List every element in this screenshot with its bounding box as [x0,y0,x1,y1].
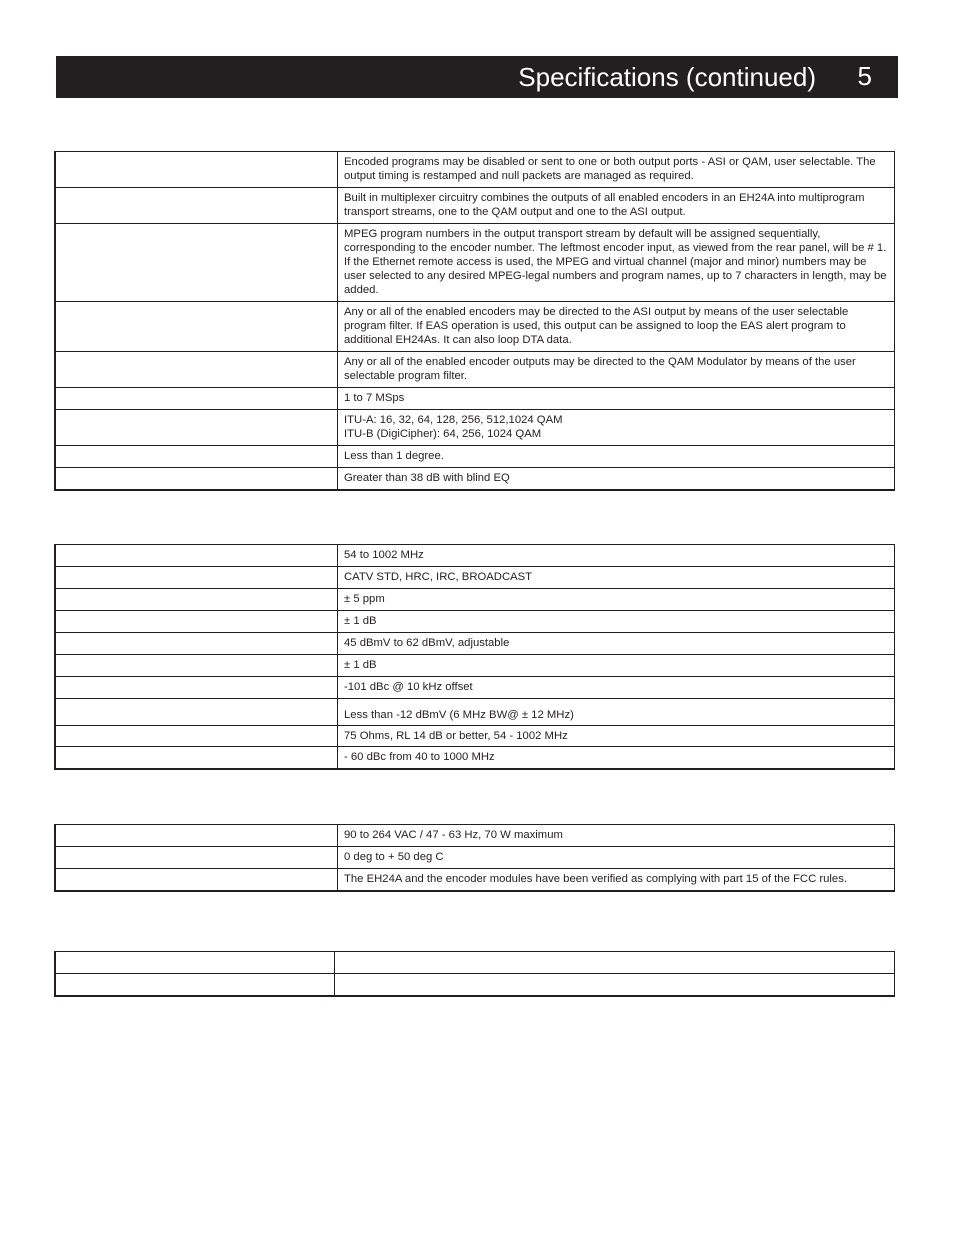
spec-label [55,726,338,747]
table-row [55,699,895,726]
spec-value: 45 dBmV to 62 dBmV, adjustable [338,633,895,655]
spec-label [55,847,338,869]
spec-value: MPEG program numbers in the output transport stream by default will be assigned sequentially, corresponding to the encoder number. The leftmost encoder input, as viewed from the rear panel, will be # 1. If the Ethernet remote access is used, the MPEG and virtual channel (major and minor) numbers may be user selected to any desired MPEG-legal numbers and program names, up to 7 characters in length, may be added. [338,224,895,302]
table-row [55,611,895,633]
spec-value: Less than -12 dBmV (6 MHz BW@ ± 12 MHz) [338,699,895,726]
table-row [55,726,895,747]
spec-value: CATV STD, HRC, IRC, BROADCAST [338,567,895,589]
table-row [55,747,895,769]
table-row [55,468,895,490]
spec-label [55,869,338,891]
table-row [55,302,895,352]
spec-value: Less than 1 degree. [338,446,895,468]
table-row [55,352,895,388]
spec-table-power [54,824,895,892]
spec-value: ± 5 ppm [338,589,895,611]
spec-label [55,677,338,699]
table-row [55,589,895,611]
spec-value [335,974,895,996]
spec-value: ± 1 dB [338,655,895,677]
spec-label [55,446,338,468]
spec-value: 1 to 7 MSps [338,388,895,410]
spec-table-rf-output [54,544,895,770]
table-row [55,825,895,847]
spec-label [55,302,338,352]
spec-label [55,152,338,188]
spec-value: Greater than 38 dB with blind EQ [338,468,895,490]
spec-label [55,825,338,847]
spec-label [55,352,338,388]
spec-table-modulation [54,151,895,491]
spec-label [55,567,338,589]
table-row [55,545,895,567]
table-row [55,152,895,188]
spec-label [55,224,338,302]
spec-label [55,699,338,726]
table-row [55,869,895,891]
spec-table-physical [54,951,895,997]
table-row [55,677,895,699]
spec-label [55,388,338,410]
page-title: Specifications (continued) [518,62,816,92]
spec-value: 90 to 264 VAC / 47 - 63 Hz, 70 W maximum [338,825,895,847]
spec-value [335,952,895,974]
table-row [55,188,895,224]
spec-value: 0 deg to + 50 deg C [338,847,895,869]
spec-value: Any or all of the enabled encoder outputs may be directed to the QAM Modulator by means of the user selectable program filter. [338,352,895,388]
table-row [55,633,895,655]
spec-value: - 60 dBc from 40 to 1000 MHz [338,747,895,769]
page-number: 5 [857,61,872,91]
spec-label [55,952,335,974]
spec-label [55,589,338,611]
table-row [55,847,895,869]
spec-label [55,974,335,996]
spec-value: Any or all of the enabled encoders may be directed to the ASI output by means of the user selectable program filter. If EAS operation is used, this output can be assigned to loop the EAS alert program to additional EH24As. It can also loop DTA data. [338,302,895,352]
spec-value: The EH24A and the encoder modules have been verified as complying with part 15 of the FCC rules. [338,869,895,891]
spec-value: ITU-A: 16, 32, 64, 128, 256, 512,1024 QAM ITU-B (DigiCipher): 64, 256, 1024 QAM [338,410,895,446]
spec-label [55,545,338,567]
spec-value: Encoded programs may be disabled or sent to one or both output ports - ASI or QAM, user selectable. The output timing is restamped and null packets are managed as required. [338,152,895,188]
header-bar [56,56,898,98]
spec-value: -101 dBc @ 10 kHz offset [338,677,895,699]
table-row [55,410,895,446]
spec-value: 75 Ohms, RL 14 dB or better, 54 - 1002 MHz [338,726,895,747]
spec-value: ± 1 dB [338,611,895,633]
table-row [55,974,895,996]
table-row [55,655,895,677]
table-row [55,224,895,302]
spec-value: Built in multiplexer circuitry combines the outputs of all enabled encoders in an EH24A into multiprogram transport streams, one to the QAM output and one to the ASI output. [338,188,895,224]
table-row [55,952,895,974]
spec-label [55,633,338,655]
table-row [55,388,895,410]
spec-label [55,655,338,677]
table-row [55,446,895,468]
spec-label [55,188,338,224]
spec-label [55,747,338,769]
spec-label [55,410,338,446]
spec-label [55,611,338,633]
spec-value: 54 to 1002 MHz [338,545,895,567]
table-row [55,567,895,589]
spec-label [55,468,338,490]
